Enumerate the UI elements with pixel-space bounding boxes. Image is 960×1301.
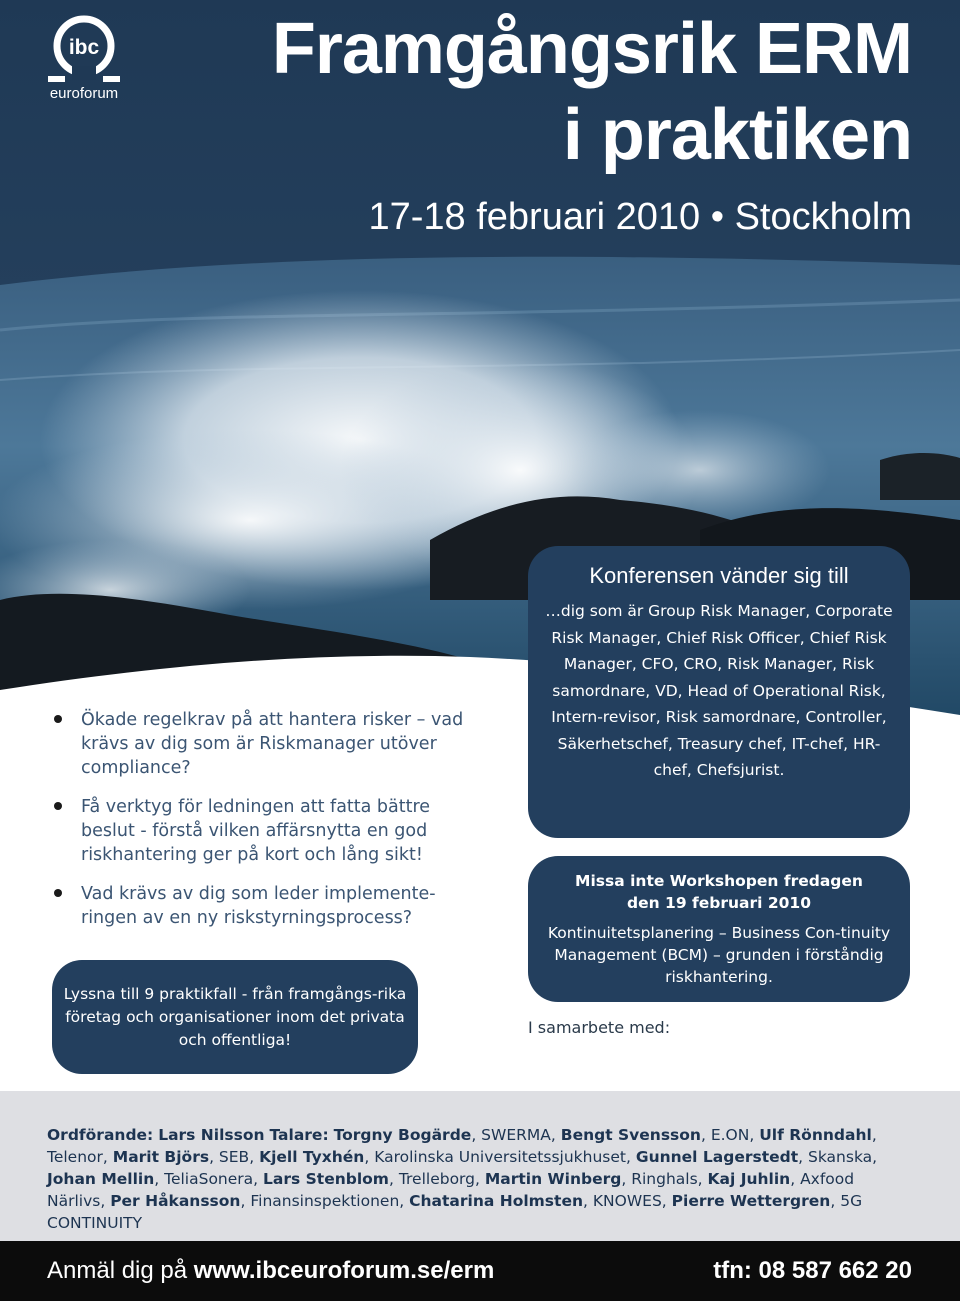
- speaker-org: Telenor: [47, 1148, 103, 1166]
- workshop-title-line-1: Missa inte Workshopen fredagen: [575, 872, 863, 890]
- speaker-org: 5G CONTINUITY: [47, 1192, 863, 1232]
- audience-box: [528, 546, 910, 838]
- page-title: [272, 6, 912, 178]
- speaker-name: Marit Björs: [112, 1148, 210, 1166]
- speaker-item: Marit Björs, SEB,: [112, 1148, 260, 1166]
- speaker-name: Gunnel Lagerstedt: [635, 1148, 799, 1166]
- speaker-org: Ringhals: [631, 1170, 698, 1188]
- speaker-name: Pierre Wettergren: [671, 1192, 831, 1210]
- speaker-org: Finansinspektionen: [250, 1192, 400, 1210]
- speaker-org: TeliaSonera: [164, 1170, 254, 1188]
- case-studies-text: Lyssna till 9 praktikfall - från framgångs-rika företag och organisationer inom det privata och offentliga!: [63, 984, 407, 1049]
- list-item: [54, 708, 474, 780]
- speaker-org: KNOWES: [592, 1192, 662, 1210]
- list-item-text: Ökade regelkrav på att hantera risker – vad krävs av dig som är Riskmanager utöver compliance?: [81, 710, 464, 778]
- speaker-item: Martin Winberg, Ringhals,: [484, 1170, 708, 1188]
- chair-label: Ordförande:: [47, 1126, 154, 1144]
- speaker-name: Kjell Tyxhén: [259, 1148, 365, 1166]
- speaker-name: Bengt Svensson: [560, 1126, 701, 1144]
- list-item: [54, 795, 474, 867]
- footer-bar: [0, 1241, 960, 1301]
- speaker-name: Lars Stenblom: [263, 1170, 389, 1188]
- list-item-text: Vad krävs av dig som leder implemente-ringen av en ny riskstyrningsprocess?: [81, 884, 436, 928]
- bullet-icon: [54, 802, 62, 810]
- speaker-name: Torgny Bogärde: [333, 1126, 472, 1144]
- register-url-link[interactable]: www.ibceuroforum.se/erm: [193, 1257, 495, 1284]
- speaker-org: SWERMA: [481, 1126, 551, 1144]
- bullet-icon: [54, 889, 62, 897]
- speaker-item: Ulf Rönndahl, Telenor,: [47, 1126, 877, 1166]
- speaker-org: Trelleborg: [398, 1170, 475, 1188]
- speaker-item: Kaj Juhlin, Axfood Närlivs,: [47, 1170, 855, 1210]
- title-line-2: i praktiken: [562, 95, 912, 175]
- workshop-box: [528, 856, 910, 1002]
- logo-mark: ibc: [68, 36, 100, 59]
- speaker-org: E.ON: [710, 1126, 750, 1144]
- list-item: [54, 882, 474, 930]
- speakers-text: [47, 1124, 913, 1234]
- list-item-text: Få verktyg för ledningen att fatta bättre beslut - förstå vilken affärsnytta en god riskhantering ger på kort och lång sikt!: [81, 797, 431, 865]
- bullet-icon: [54, 715, 62, 723]
- speaker-org: SEB: [218, 1148, 250, 1166]
- speaker-org: Axfood Närlivs: [47, 1170, 855, 1210]
- partner-label: I samarbete med:: [528, 1018, 671, 1037]
- speaker-item: Per Håkansson, Finansinspektionen,: [110, 1192, 410, 1210]
- speaker-name: Martin Winberg: [484, 1170, 622, 1188]
- title-line-1: Framgångsrik ERM: [271, 9, 912, 89]
- phone-number: tfn: 08 587 662 20: [713, 1257, 912, 1284]
- workshop-text: Kontinuitetsplanering – Business Con-tinuity Management (BCM) – grunden i förståndig riskhantering.: [547, 924, 891, 986]
- date-location: 17-18 februari 2010 • Stockholm: [368, 196, 912, 238]
- speaker-org: Karolinska Universitetssjukhuset: [374, 1148, 626, 1166]
- case-studies-box: [52, 960, 418, 1074]
- speaker-item: Kjell Tyxhén, Karolinska Universitetssjukhuset,: [259, 1148, 636, 1166]
- speaker-item: Chatarina Holmsten, KNOWES,: [409, 1192, 672, 1210]
- audience-title: Konferensen vänder sig till: [589, 563, 849, 588]
- speaker-name: Ulf Rönndahl: [759, 1126, 872, 1144]
- workshop-title: [528, 870, 910, 914]
- register-line: [47, 1255, 494, 1287]
- ibc-euroforum-logo: [46, 8, 126, 104]
- speaker-name: Chatarina Holmsten: [409, 1192, 583, 1210]
- speaker-name: Kaj Juhlin: [707, 1170, 791, 1188]
- chair-name: Lars Nilsson: [158, 1126, 265, 1144]
- logo-name: euroforum: [49, 85, 119, 102]
- workshop-title-line-2: den 19 februari 2010: [627, 894, 811, 912]
- speaker-org: Skanska: [808, 1148, 873, 1166]
- key-questions-list: [54, 708, 474, 945]
- speaker-item: Pierre Wettergren, 5G CONTINUITY: [47, 1192, 863, 1232]
- register-prefix: Anmäl dig på: [47, 1257, 188, 1284]
- speakers-label: Talare:: [269, 1126, 329, 1144]
- speaker-item: Johan Mellin, TeliaSonera,: [47, 1170, 264, 1188]
- speaker-item: Lars Stenblom, Trelleborg,: [263, 1170, 485, 1188]
- speaker-name: Per Håkansson: [110, 1192, 241, 1210]
- speaker-item: Torgny Bogärde, SWERMA,: [333, 1126, 561, 1144]
- speaker-item: Bengt Svensson, E.ON,: [560, 1126, 760, 1144]
- audience-text: …dig som är Group Risk Manager, Corporate Risk Manager, Chief Risk Officer, Chief Risk Manager, CFO, CRO, Risk Manager, Risk samordnare, VD, Head of Operational Risk, Intern-revisor, Risk samordnare, Controller, Säkerhetschef, Treasury chef, IT-chef, HR-chef, Chefsjurist.: [545, 602, 893, 779]
- speaker-name: Johan Mellin: [47, 1170, 155, 1188]
- speaker-item: Gunnel Lagerstedt, Skanska,: [635, 1148, 878, 1166]
